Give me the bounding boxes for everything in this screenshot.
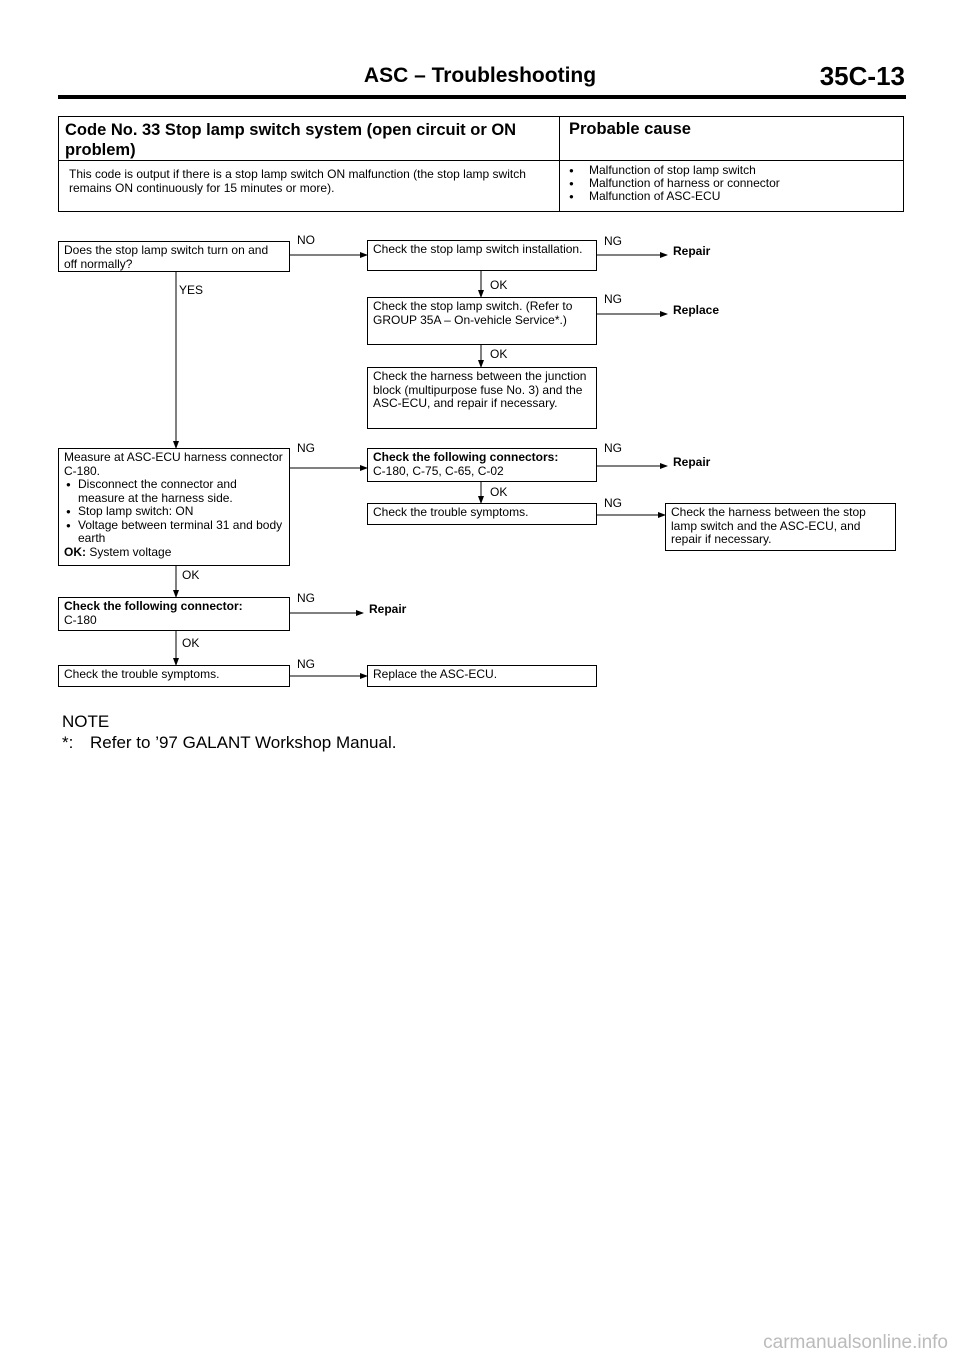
note-heading: NOTE — [62, 712, 110, 731]
question-box: Does the stop lamp switch turn on and off normally? — [58, 241, 290, 272]
check-connectors-title: Check the following connectors: — [373, 450, 559, 464]
branch-label-no: NO — [297, 233, 315, 247]
check-harness-junction-box: Check the harness between the junction block (multipurpose fuse No. 3) and the ASC-ECU, and repair if necessary. — [367, 367, 597, 429]
check-switch-box: Check the stop lamp switch. (Refer to GROUP 35A – On-vehicle Service*.) — [367, 297, 597, 345]
check-connector-list: C-180 — [64, 612, 97, 627]
check-symptoms-bottom-box: Check the trouble symptoms. — [58, 665, 290, 687]
measure-ok — [64, 546, 284, 560]
check-harness-stop-box: Check the harness between the stop lamp switch and the ASC-ECU, and repair if necessary. — [665, 503, 896, 551]
measure-box — [58, 448, 290, 566]
branch-label-ng: NG — [297, 591, 315, 605]
probable-cause-title: Probable cause — [569, 120, 691, 138]
check-connectors-box — [367, 448, 597, 482]
code-title: Code No. 33 Stop lamp switch system (open circuit or ON problem) — [65, 121, 517, 159]
branch-label-ok: OK — [182, 568, 200, 582]
code-description: This code is output if there is a stop lamp switch ON malfunction (the stop lamp switch remains ON continuously for 15 minutes or more). — [69, 167, 526, 195]
branch-label-ok: OK — [490, 347, 508, 361]
cause-item: ● Malfunction of stop lamp switch — [567, 164, 780, 177]
replace-ecu-box: Replace the ASC-ECU. — [367, 665, 597, 687]
result-repair: Repair — [369, 602, 407, 616]
check-installation-box: Check the stop lamp switch installation. — [367, 240, 597, 271]
branch-label-ok: OK — [490, 278, 508, 292]
cause-item: ● Malfunction of harness or connector — [567, 177, 780, 190]
measure-title: Measure at ASC-ECU harness connector C-180. — [64, 450, 283, 478]
check-connector-title: Check the following connector: — [64, 599, 243, 613]
measure-step: ● Disconnect the connector and measure at the harness side. — [64, 478, 284, 505]
check-symptoms-box: Check the trouble symptoms. — [367, 503, 597, 525]
branch-label-ok: OK — [490, 485, 508, 499]
branch-label-ng: NG — [297, 657, 315, 671]
ok-label: OK: — [64, 544, 86, 559]
check-connectors-list: C-180, C-75, C-65, C-02 — [373, 463, 504, 478]
result-repair: Repair — [673, 455, 711, 469]
branch-label-ng: NG — [604, 234, 622, 248]
note-text — [62, 733, 396, 753]
check-connector-box — [58, 597, 290, 631]
branch-label-ok: OK — [182, 636, 200, 650]
branch-label-yes: YES — [179, 283, 204, 297]
note-body: Refer to ’97 GALANT Workshop Manual. — [90, 733, 397, 752]
branch-label-ng: NG — [604, 496, 622, 510]
page-number: 35C-13 — [819, 61, 905, 91]
measure-steps — [64, 478, 284, 546]
watermark: carmanualsonline.info — [763, 1332, 948, 1353]
branch-label-ng: NG — [604, 292, 622, 306]
page-title: ASC – Troubleshooting — [363, 64, 597, 87]
measure-step: ● Stop lamp switch: ON — [64, 505, 284, 519]
measure-step: ● Voltage between terminal 31 and body earth — [64, 519, 284, 546]
result-repair: Repair — [673, 244, 711, 258]
branch-label-ng: NG — [297, 441, 315, 455]
note-symbol: *: — [62, 733, 74, 752]
result-replace: Replace — [673, 303, 720, 317]
cause-item: ● Malfunction of ASC-ECU — [567, 190, 780, 203]
branch-label-ng: NG — [604, 441, 622, 455]
ok-value: System voltage — [89, 544, 172, 559]
